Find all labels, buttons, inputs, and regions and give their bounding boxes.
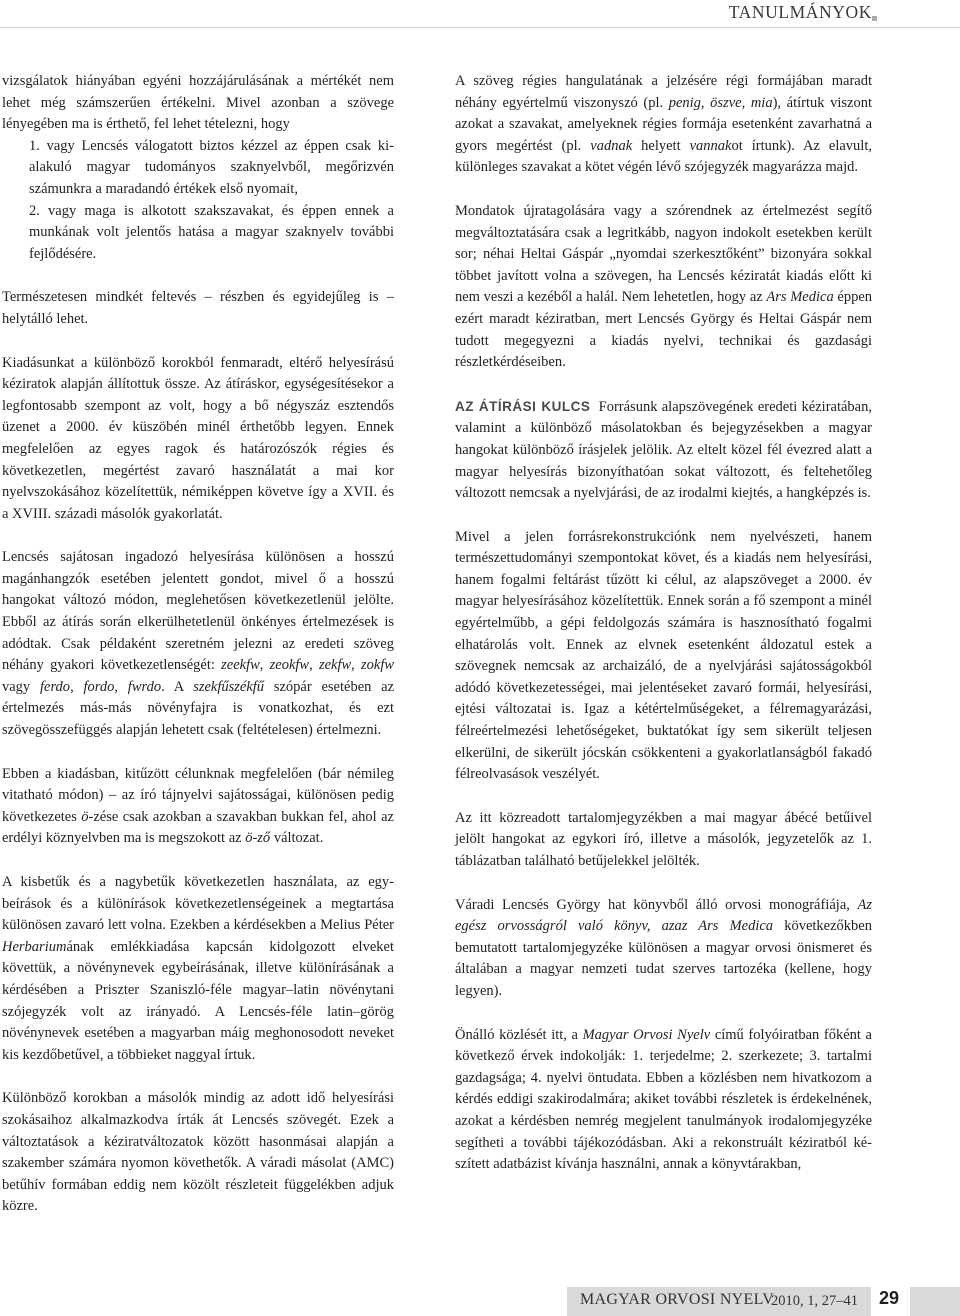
text-run: Mondatok újratagolására vagy a szórendnek az értelmezést segítő megváltoztatására csak a legritkább, nagyon indokolt esetekben került sor; néhai Heltai Gáspár „nyomdai szerkesztőként” bizonyára sokkal többet javított volna a szövegen, ha Lencsés kéziratát kiadás előtt ki nem veszi a kezéből a halál. Nem lehetetlen, hogy az [455, 202, 872, 306]
text-run: -zése csak azokban a szavakban bukkan fel, ahol az erdélyi köznyelvben ma is megszokott az [2, 808, 394, 847]
text-run: változat. [270, 830, 324, 847]
footer-journal-name: MAGYAR ORVOSI NYELV [580, 1291, 775, 1308]
paragraph [455, 71, 872, 179]
paragraph: Az itt közreadott tartalomjegyzékben a mai magyar ábécé betűivel jelölt hangokat az egykori író, illetve a másolók, jegyzetelők az 1. táblázatban található betűjelekkel jelölték. [455, 809, 872, 869]
text-run: helyett [632, 137, 690, 154]
header-square-mark [872, 16, 877, 21]
text-run: . A [161, 678, 194, 695]
text-run: Lencsés sajátosan ingadozó helyesírása különösen a hosszú magánhangzók esetében jelentett gondot, mivel ő a hosszú hangokat változó módon, meglehetősen következetlenül jelölte. Ebből az átírás során elkerülhetetlenül önkényes értelmezések is adódtak. Csak példaként szeretném jelezni az eredeti szöveg néhány gyakori következetlenségét: [2, 549, 394, 674]
italic-word: Ars Medica [766, 289, 834, 306]
italic-word: penig, öszve, mia [668, 94, 773, 111]
text-run: című folyóiratban főként a következő érvek indokolják: 1. terjedelme; 2. szerkezete; 3. tartalmi gazdagsága; 4. nyelvi öntudata. Ebben a közlésben nem hivatkozom a kérdés eddigi szakirodalmára; akiket további részletek is érdekelnének, azokat a kérdésben nemrég megjelent tanulmányok irodalomjegyzéke segítheti a további tájékozódásban. Aki a rekonstruált kéziratból készített adatbázist kívánja használni, annak a könyvtárakban, [455, 1026, 872, 1173]
list-item-1: 1. vagy Lencsés válogatott biztos kézzel az éppen csak kialakuló magyar tudományos szaknyelvből, megőrizvén számunkra a maradandó értékek első nyomait, [29, 137, 394, 197]
paragraph [2, 764, 394, 850]
paragraph [455, 396, 872, 505]
text-run: vagy [2, 678, 40, 695]
text-run: , [259, 657, 270, 674]
right-column [455, 71, 872, 1176]
italic-word: Herbarium [2, 938, 67, 955]
italic-title: Magyar Orvosi Nyelv [582, 1026, 711, 1043]
text-run: , [114, 678, 128, 695]
text-run: Önálló közlését itt, a [455, 1026, 583, 1043]
text-run: szópár esetében az értelmezés más-más növényfajra is vonatkozhat, és ezt szövegösszefüggés alapján lehetett csak (feltételesen) értelmezni. [2, 678, 395, 739]
left-column [2, 71, 394, 1240]
paragraph: Kiadásunkat a különböző korokból fenmaradt, eltérő helyesírású kéziratok alapján állítottuk össze. Az átíráskor, egységesítésekor a legfontosabb szempont az volt, hogy a bő négyszáz esztendős üzenet a 2000. év küszöbén minél érthetőbb legyen. Ennek megfelelően az egyes ragok és határozószók régies és következetlen, megértést zavaró használatát a mai kor nyelvszokásához közelítettük, némiképpen követve így a XVII. és a XVIII. századi másolók gyakorlatát. [2, 354, 394, 522]
italic-word: szekfűszékfű [193, 678, 265, 695]
italic-word: zeokfw [269, 657, 310, 674]
italic-word: vadnak [590, 137, 633, 154]
paragraph: Mivel a jelen forrásrekonstrukciónk nem nyelvészeti, hanem természettudományi szempontokat követ, és a kiadás nem helyesírási, hanem fogalmi feltárást tűzött ki célul, az alapszöveget a 2000. év magyar helyesírásához közelítettük. Ennek során a fő szempont a minél egyértelműbb, a gépi feldolgozás számára is hasznosítható fogalmi elhatárolás volt. Ennek az elvnek esetenként áldozatul estek a szövegnek nemcsak az archaizáló, de a nyelvjárási sajátosságokból adódó következetességei, mai jelentéseket zavaró formái, helyesírási, ejtési változatai is. Igaz a kétértelműségeket, a félremagyarázási, félreértelmezési lehetőségeket, buktatókat így sem sikerült teljesen elkerülni, de sikerült jócskán csökkenteni a gyakorlatlanságból fakadó félreolvasások veszélyét. [455, 528, 872, 783]
list-item-2: 2. vagy maga is alkotott szakszavakat, és éppen ennek a munkának volt jelentős hatása a magyar szaknyelv további fejlődésére. [29, 202, 394, 262]
section-lead-in: AZ ÁTÍRÁSI KULCS [455, 398, 591, 414]
text-run: Forrásunk alapszövegének eredeti kéziratában, valamint a különböző másolatokban és bejegyzésekben a magyar hangokat különböző írásjelek jelölik. Az eltelt közel fél évezred alatt a magyar helyesírás bizonyíthatóan sokat változott, és feltehetőleg változott nemcsak a nyelvjárási, de az irodalmi kiejtés, a hangképzés is. [455, 398, 872, 502]
paragraph: Természetesen mindkét feltevés – részben és egyidejűleg is – helytálló lehet. [2, 289, 394, 327]
text-run: A kisbetűk és a nagybetűk következetlen használata, az egybeírások és a különírások következetlenségeinek a megtartása különösen zavaró lett volna. Ezekben a kérdésekben a Melius Péter [2, 874, 394, 934]
header-rule [0, 27, 960, 28]
italic-word: ö-ző [245, 830, 271, 847]
text-run: A szöveg régies hangulatának a jelzésére régi formájában maradt néhány egyértelmű viszonyszó (pl. [455, 73, 872, 111]
page-number: 29 [879, 1288, 900, 1308]
text-run: , [70, 678, 84, 695]
paragraph [455, 201, 872, 374]
paragraph [455, 1025, 872, 1176]
italic-word: fordo [83, 678, 115, 695]
italic-title: Az egész orvosságról való könyv, azaz Ars Medica [455, 896, 872, 935]
paragraph [2, 547, 394, 741]
text-run: Ebben a kiadásban, kitűzött célunknak megfelelően (bár némileg vitatható módon) – az író tájnyelvi sajátosságai, különösen pedig következetes [2, 765, 394, 825]
text-run: Váradi Lencsés György hat könyvből álló orvosi monográfiája, [455, 896, 858, 913]
text-run: ), átírtuk viszont azokat a szavakat, amelyeknek régies formája esetenként zavarhatná a gyors megértést (pl. [455, 94, 872, 154]
section-label: TANULMÁNYOK [728, 2, 872, 22]
footer-issue: 2010, 1, 27–41 [771, 1293, 858, 1309]
paragraph: Különböző korokban a másolók mindig az adott idő helyesírási szokásaihoz alkalmazkodva írták át Lencsés szövegét. Ezek a változtatások a kéziratváltozatok között hasonmásai alapján a szakember számára nyomon követhetők. A váradi másolat (AMC) betűhív formában eddig nem közölt részleteit függelékben adjuk közre. [2, 1090, 394, 1215]
italic-word: zekfw [318, 657, 352, 674]
text-run: , [309, 657, 319, 674]
italic-word: ferdo [39, 678, 71, 695]
text-run: következőkben bemutatott tartalomjegyzéke különösen a magyar orvosi önismeret és általában a magyar nemzeti tudat szerves tartozéka (kellene, hogy legyen). [455, 918, 872, 999]
italic-word: vannak [689, 137, 732, 154]
text-run: ot írtunk). Az elavult, különleges szavakat a kötet végén lévő szójegyzék magyarázza majd. [455, 137, 872, 176]
italic-word: fwrdo [127, 678, 162, 695]
text-run: ának emlékkiadása kapcsán kidolgozott elveket követtük, a növénynevek egybeírásának, illetve különírásának a kérdésében a Priszter Szaniszló-féle magyar–latin növénytani szójegyzék volt az irányadó. A Lencsés-féle latin–görög növénynevek esetében a magyarban máig meghonosodott neveket kis kezdőbetűvel, a többieket naggyal írtuk. [2, 938, 394, 1063]
italic-word: ö [81, 808, 89, 825]
paragraph [455, 895, 872, 1003]
text-run: , [351, 657, 361, 674]
text-run: éppen ezért maradt kéziratban, mert Lencsés György és Heltai Gáspár nem tudott megegyezni a kiadás nyelvi, technikai és gazdasági részletkérdéseiben. [455, 289, 873, 371]
italic-word: zokfw [361, 657, 395, 674]
paragraph: vizsgálatok hiányában egyéni hozzájárulásának a mértékét nem lehet még számszerűen értékelni. Mivel azonban a szövege lényegében ma is érthető, fel lehet tételezni, hogy [2, 73, 394, 133]
italic-word: zeekfw [221, 657, 260, 674]
paragraph [2, 872, 394, 1066]
